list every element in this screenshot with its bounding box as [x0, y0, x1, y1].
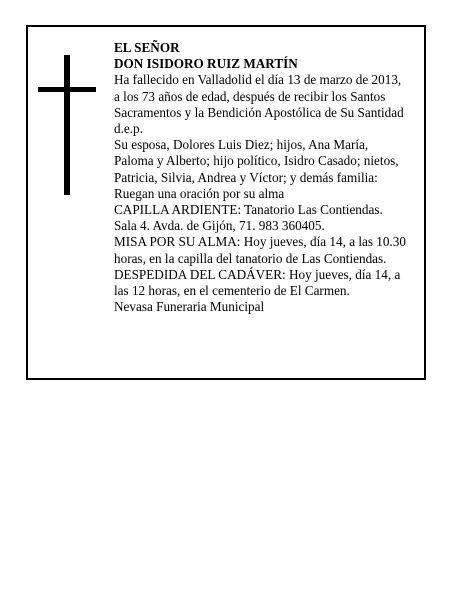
- body-line: CAPILLA ARDIENTE: Tanatorio Las Contiendas.: [114, 202, 383, 218]
- deceased-name: DON ISIDORO RUIZ MARTÍN: [114, 56, 298, 72]
- body-line: Su esposa, Dolores Luis Diez; hijos, Ana María,: [114, 137, 369, 153]
- heading-title: EL SEÑOR: [114, 40, 180, 55]
- body-line: Patricia, Silvia, Andrea y Víctor; y demás familia:: [114, 169, 378, 185]
- notice-text: [114, 40, 418, 315]
- body-line: Paloma y Alberto; hijo político, Isidro Casado; nietos,: [114, 153, 399, 169]
- body-line: a los 73 años de edad, después de recibir los Santos: [114, 88, 386, 104]
- obituary-notice: [26, 25, 426, 380]
- body-line: horas, en la capilla del tanatorio de Las Contiendas.: [114, 250, 387, 266]
- cross-vertical-bar: [64, 55, 70, 195]
- funeral-home-name: Nevasa Funeraria Municipal: [114, 299, 265, 315]
- body-line: Sala 4. Avda. de Gijón, 71. 983 360405.: [114, 218, 325, 234]
- cross-horizontal-bar: [38, 87, 96, 92]
- body-line: Sacramentos y la Bendición Apostólica de Su Santidad: [114, 104, 404, 120]
- body-line: Ruegan una oración por su alma: [114, 185, 285, 201]
- body-line: Ha fallecido en Valladolid el día 13 de marzo de 2013,: [114, 72, 402, 88]
- body-line: DESPEDIDA DEL CADÁVER: Hoy jueves, día 14, a: [114, 266, 401, 282]
- cross-icon: [38, 55, 100, 195]
- body-line: d.e.p.: [114, 121, 143, 137]
- body-line: MISA POR SU ALMA: Hoy jueves, día 14, a las 10.30: [114, 234, 406, 250]
- body-line: las 12 horas, en el cementerio de El Carmen.: [114, 283, 350, 299]
